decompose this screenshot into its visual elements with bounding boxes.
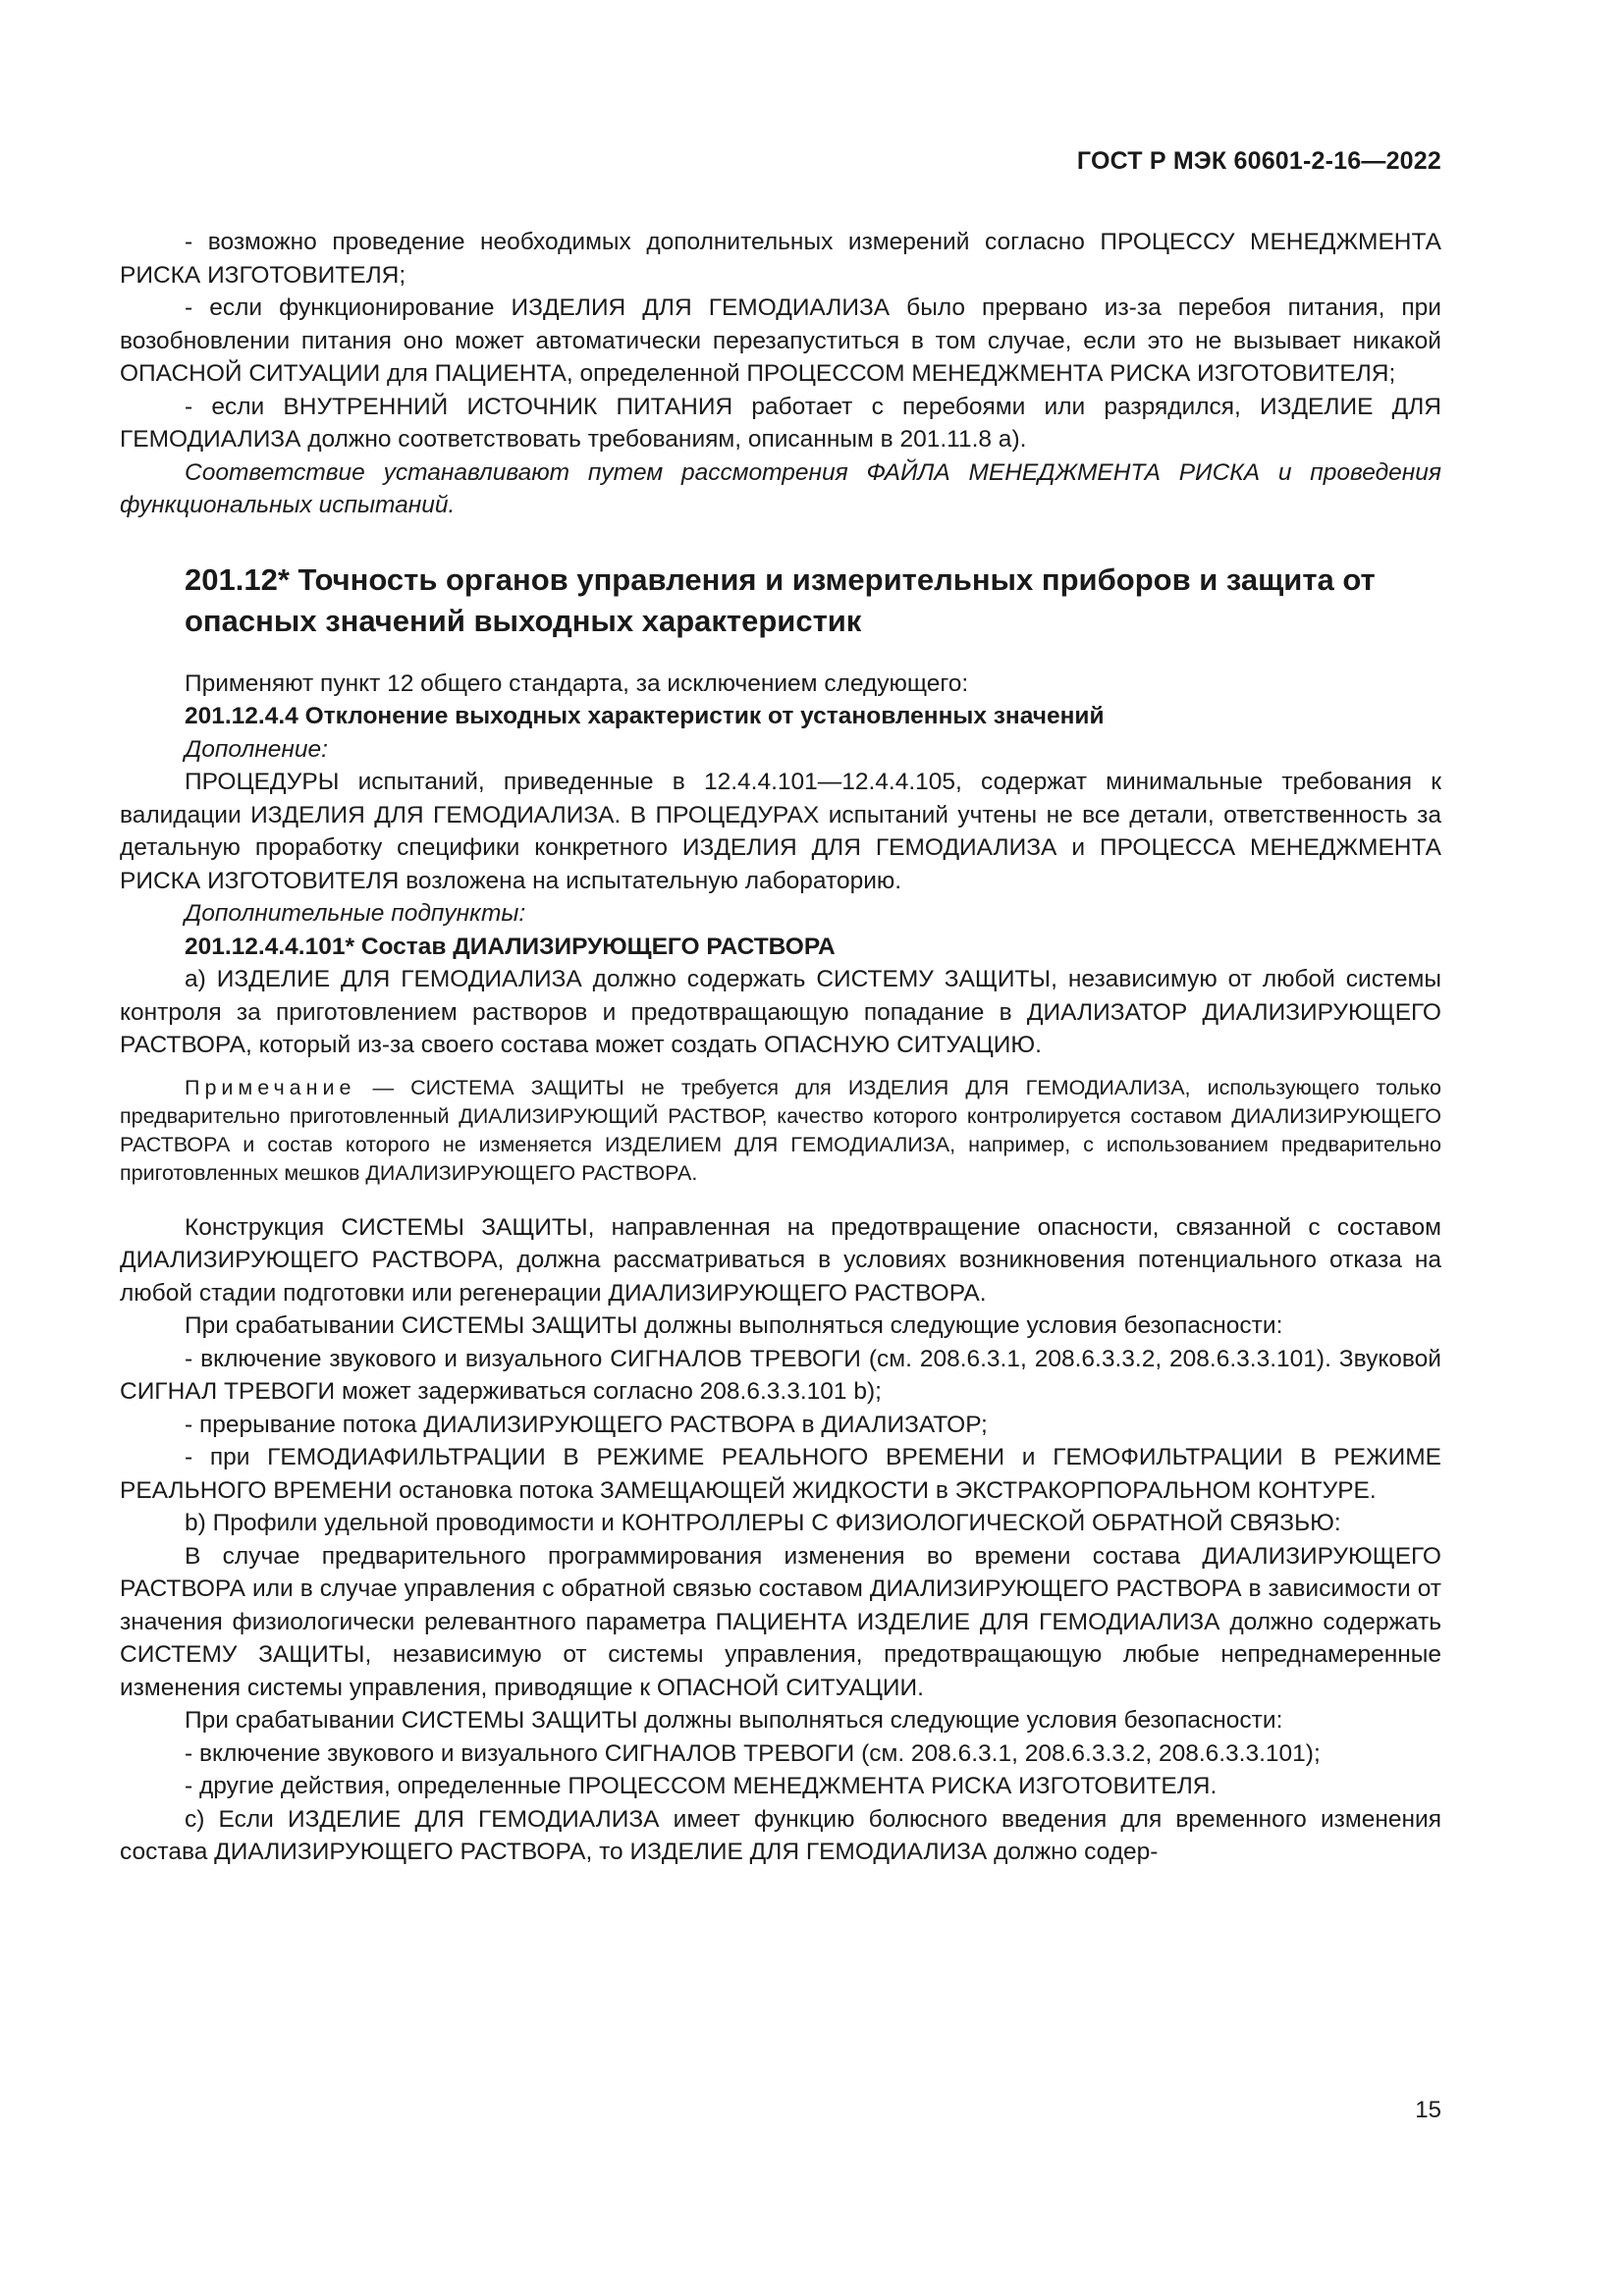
note-label: Примечание — [185, 1075, 356, 1099]
paragraph: При срабатывании СИСТЕМЫ ЗАЩИТЫ должны выполняться следующие условия безопасности: — [185, 1312, 1283, 1339]
subsection-heading: 201.12.4.4 Отклонение выходных характеристик от установленных значений — [185, 703, 1105, 729]
paragraph: Применяют пункт 12 общего стандарта, за исключением следующего: — [185, 669, 969, 697]
paragraph: - включение звукового и визуального СИГНАЛОВ ТРЕВОГИ (см. 208.6.3.1, 208.6.3.3.2, 208.6.3.3.101); — [185, 1739, 1321, 1767]
compliance-note: Соответствие устанавливают путем рассмотрения ФАЙЛА МЕНЕДЖМЕНТА РИСКА и проведения функциональных испытаний. — [120, 458, 1441, 518]
paragraph: - другие действия, определенные ПРОЦЕССОМ МЕНЕДЖМЕНТА РИСКА ИЗГОТОВИТЕЛЯ. — [185, 1773, 1218, 1799]
note-text: — СИСТЕМА ЗАЩИТЫ не требуется для ИЗДЕЛИЯ ДЛЯ ГЕМОДИАЛИЗА, использующего только предварительно приготовленный ДИАЛИЗИРУЮЩИЙ РАСТВОР, качество которого контролируется составом ДИАЛИЗИРУЮЩЕГО РАСТВОРА и состав которого не изменяется ИЗДЕЛИЕМ ДЛЯ ГЕМОДИАЛИЗА, например, с использованием предварительно приготовленных мешков ДИАЛИЗИРУЮЩЕГО РАСТВОРА. — [120, 1075, 1441, 1185]
paragraph: a) ИЗДЕЛИЕ ДЛЯ ГЕМОДИАЛИЗА должно содержать СИСТЕМУ ЗАЩИТЫ, независимую от любой системы контроля за приготовлением растворов и предотвращающую попадание в ДИАЛИЗАТОР ДИАЛИЗИРУЮЩЕГО РАСТВОРА, который из-за своего состава может создать ОПАСНУЮ СИТУАЦИЮ. — [120, 966, 1441, 1058]
addendum-label: Дополнение: — [185, 735, 328, 763]
document-code-header: ГОСТ Р МЭК 60601-2-16—2022 — [1076, 147, 1441, 175]
paragraph: - при ГЕМОДИАФИЛЬТРАЦИИ В РЕЖИМЕ РЕАЛЬНОГО ВРЕМЕНИ и ГЕМОФИЛЬТРАЦИИ В РЕЖИМЕ РЕАЛЬНОГО ВРЕМЕНИ остановка потока ЗАМЕЩАЮЩЕЙ ЖИДКОСТИ в ЭКСТРАКОРПОРАЛЬНОМ КОНТУРЕ. — [120, 1444, 1441, 1504]
paragraph: - прерывание потока ДИАЛИЗИРУЮЩЕГО РАСТВОРА в ДИАЛИЗАТОР; — [185, 1411, 988, 1438]
paragraph: В случае предварительного программирования изменения во времени состава ДИАЛИЗИРУЮЩЕГО РАСТВОРА или в случае управления с обратной связью составом ДИАЛИЗИРУЮЩЕГО РАСТВОРА в зависимости от значения физиологически релевантного параметра ПАЦИЕНТА ИЗДЕЛИЕ ДЛЯ ГЕМОДИАЛИЗА должно содержать СИСТЕМУ ЗАЩИТЫ, независимую от системы управления, предотвращающую любые непреднамеренные изменения системы управления, приводящие к ОПАСНОЙ СИТУАЦИИ. — [120, 1542, 1441, 1701]
subsection-heading: 201.12.4.4.101* Состав ДИАЛИЗИРУЮЩЕГО РАСТВОРА — [185, 933, 836, 960]
paragraph: c) Если ИЗДЕЛИЕ ДЛЯ ГЕМОДИАЛИЗА имеет функцию болюсного введения для временного изменения состава ДИАЛИЗИРУЮЩЕГО РАСТВОРА, то ИЗДЕЛИЕ ДЛЯ ГЕМОДИАЛИЗА должно содер- — [120, 1805, 1441, 1865]
paragraph: Конструкция СИСТЕМЫ ЗАЩИТЫ, направленная на предотвращение опасности, связанной с составом ДИАЛИЗИРУЮЩЕГО РАСТВОРА, должна рассматриваться в условиях возникновения потенциального отказа на любой стадии подготовки или регенерации ДИАЛИЗИРУЮЩЕГО РАСТВОРА. — [120, 1213, 1441, 1307]
paragraph: - если функционирование ИЗДЕЛИЯ ДЛЯ ГЕМОДИАЛИЗА было прервано из-за перебоя питания, при возобновлении питания оно может автоматически перезапуститься в том случае, если это не вызывает никакой ОПАСНОЙ СИТУАЦИИ для ПАЦИЕНТА, определенной ПРОЦЕССОМ МЕНЕДЖМЕНТА РИСКА ИЗГОТОВИТЕЛЯ; — [120, 294, 1441, 387]
page-number: 15 — [1415, 2097, 1441, 2123]
page-body — [120, 226, 1441, 1869]
section-heading: 201.12* Точность органов управления и измерительных приборов и защита от опасных значений выходных характеристик — [185, 561, 1376, 638]
additional-subclauses-label: Дополнительные подпункты: — [185, 900, 526, 927]
paragraph: - включение звукового и визуального СИГНАЛОВ ТРЕВОГИ (см. 208.6.3.1, 208.6.3.3.2, 208.6.3.3.101). Звуковой СИГНАЛ ТРЕВОГИ может задерживаться согласно 208.6.3.3.101 b); — [120, 1345, 1441, 1405]
paragraph: ПРОЦЕДУРЫ испытаний, приведенные в 12.4.4.101—12.4.4.105, содержат минимальные требования к валидации ИЗДЕЛИЯ ДЛЯ ГЕМОДИАЛИЗА. В ПРОЦЕДУРАХ испытаний учтены не все детали, ответственность за детальную проработку специфики конкретного ИЗДЕЛИЯ ДЛЯ ГЕМОДИАЛИЗА и ПРОЦЕССА МЕНЕДЖМЕНТА РИСКА ИЗГОТОВИТЕЛЯ возложена на испытательную лабораторию. — [120, 769, 1441, 894]
paragraph: При срабатывании СИСТЕМЫ ЗАЩИТЫ должны выполняться следующие условия безопасности: — [185, 1707, 1283, 1734]
note — [120, 1074, 1441, 1188]
paragraph: b) Профили удельной проводимости и КОНТРОЛЛЕРЫ С ФИЗИОЛОГИЧЕСКОЙ ОБРАТНОЙ СВЯЗЬЮ: — [185, 1510, 1341, 1536]
paragraph: - возможно проведение необходимых дополнительных измерений согласно ПРОЦЕССУ МЕНЕДЖМЕНТА РИСКА ИЗГОТОВИТЕЛЯ; — [120, 229, 1441, 289]
paragraph: - если ВНУТРЕННИЙ ИСТОЧНИК ПИТАНИЯ работает с перебоями или разрядился, ИЗДЕЛИЕ ДЛЯ ГЕМОДИАЛИЗА должно соответствовать требованиям, описанным в 201.11.8 а). — [120, 393, 1441, 453]
